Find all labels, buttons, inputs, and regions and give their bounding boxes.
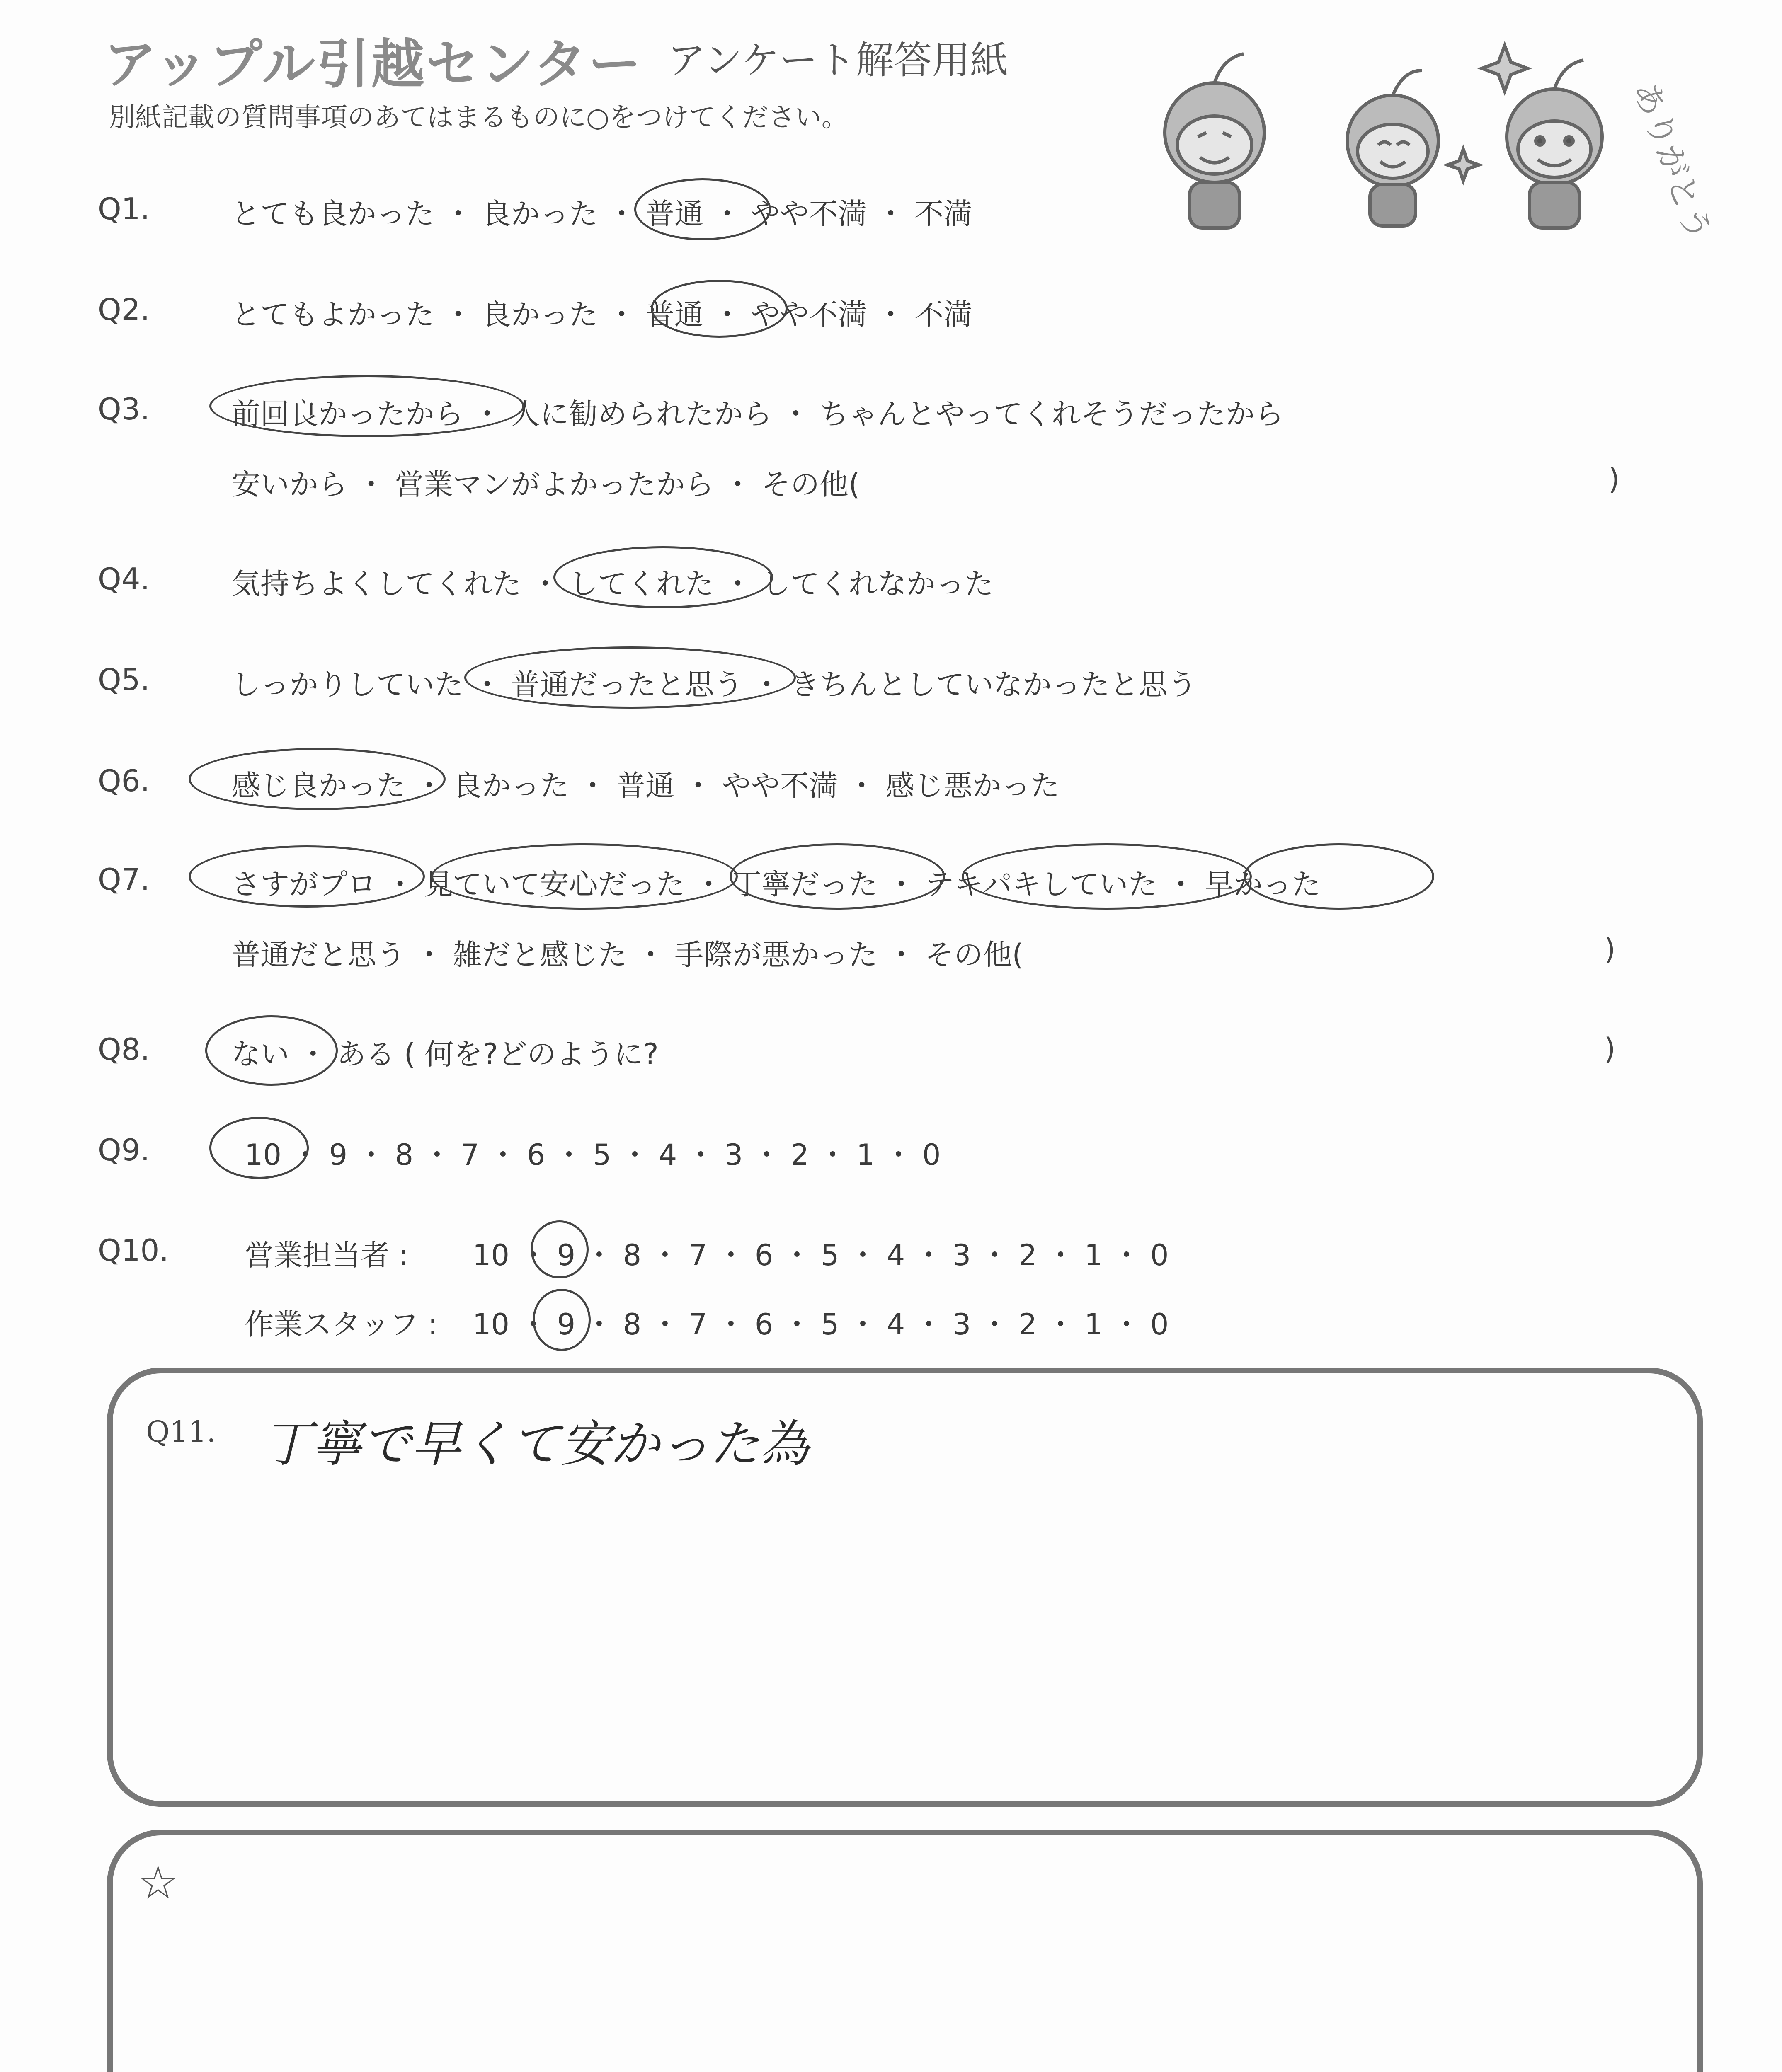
- q7-number: Q7.: [98, 862, 150, 897]
- q8-number: Q8.: [98, 1032, 150, 1067]
- q6-options: 感じ良かった ・ 良かった ・ 普通 ・ やや不満 ・ 感じ悪かった: [231, 769, 1060, 803]
- q8-close-paren: ): [1604, 1032, 1616, 1066]
- q9-number: Q9.: [98, 1133, 150, 1167]
- mascot-thanks-text: ありがとう: [1626, 76, 1719, 246]
- q7-answer-circle-4: [962, 843, 1252, 910]
- q10-sales-label: 営業担当者 :: [245, 1238, 409, 1272]
- q9-answer-circle: [209, 1117, 309, 1179]
- q3-options-line2: 安いから ・ 営業マンがよかったから ・ その他(: [231, 467, 860, 501]
- form-subtitle: アンケート解答用紙: [667, 38, 1009, 82]
- q10-sales-scale: 10 ・ 9 ・ 8 ・ 7 ・ 6 ・ 5 ・ 4 ・ 3 ・ 2 ・ 1 ・ 0: [473, 1238, 1169, 1272]
- q10-staff-circle: [533, 1289, 591, 1351]
- q3-close-paren: ): [1608, 462, 1620, 496]
- q7-options-line1: さすがプロ ・ 見ていて安心だった ・ 丁寧だった ・ テキパキしていた ・ 早かった: [231, 867, 1321, 901]
- q7-answer-circle-1: [189, 845, 425, 908]
- q5-options: しっかりしていた ・ 普通だったと思う ・ きちんとしていなかったと思う: [231, 668, 1197, 702]
- q10-sales-circle: [531, 1220, 589, 1278]
- q3-answer-circle: [209, 375, 524, 437]
- q5-number: Q5.: [98, 662, 150, 697]
- brand-title: アップル引越センター: [104, 34, 643, 95]
- mascot-illustration: [1119, 25, 1719, 246]
- q4-options: 気持ちよくしてくれた ・ してくれた ・ してくれなかった: [231, 567, 994, 601]
- q1-options: とても良かった ・ 良かった ・ 普通 ・ やや不満 ・ 不満: [231, 197, 973, 231]
- q1-answer-circle: [634, 178, 771, 240]
- q7-answer-circle-2: [431, 843, 738, 910]
- q10-staff-label: 作業スタッフ :: [245, 1307, 438, 1341]
- q6-answer-circle: [189, 748, 446, 810]
- q9-scale: 10 ・ 9 ・ 8 ・ 7 ・ 6 ・ 5 ・ 4 ・ 3 ・ 2 ・ 1 ・ 0: [245, 1138, 941, 1172]
- q1-number: Q1.: [98, 191, 150, 226]
- q10-number: Q10.: [98, 1233, 169, 1268]
- q8-options: ない ・ ある ( 何を?どのように?: [231, 1037, 659, 1071]
- q2-number: Q2.: [98, 292, 150, 327]
- q10-staff-scale: 10 ・ 9 ・ 8 ・ 7 ・ 6 ・ 5 ・ 4 ・ 3 ・ 2 ・ 1 ・ 0: [473, 1307, 1169, 1341]
- q11-handwritten-answer: 丁寧で早くて安かった為: [262, 1416, 809, 1473]
- q5-answer-circle: [464, 646, 796, 709]
- q4-number: Q4.: [98, 562, 150, 596]
- q2-answer-circle: [651, 280, 788, 338]
- q7-close-paren: ): [1604, 932, 1616, 966]
- q7-options-line2: 普通だと思う ・ 雑だと感じた ・ 手際が悪かった ・ その他(: [231, 938, 1023, 972]
- q3-number: Q3.: [98, 392, 150, 426]
- q2-options: とてもよかった ・ 良かった ・ 普通 ・ やや不満 ・ 不満: [231, 298, 973, 332]
- q11-label: Q11.: [146, 1415, 216, 1449]
- star-icon: ☆: [138, 1856, 179, 1909]
- q8-answer-circle: [205, 1015, 338, 1086]
- instruction-text: 別紙記載の質問事項のあてはまるものに○をつけてください。: [109, 102, 848, 133]
- comment-box: [107, 1830, 1703, 2072]
- q7-answer-circle-5: [1244, 843, 1434, 910]
- q6-number: Q6.: [98, 763, 150, 798]
- q7-answer-circle-3: [730, 843, 945, 910]
- q4-answer-circle: [553, 546, 773, 608]
- q3-options-line1: 前回良かったから ・ 人に勧められたから ・ ちゃんとやってくれそうだったから: [231, 397, 1284, 431]
- q11-answer-box: [107, 1368, 1703, 1807]
